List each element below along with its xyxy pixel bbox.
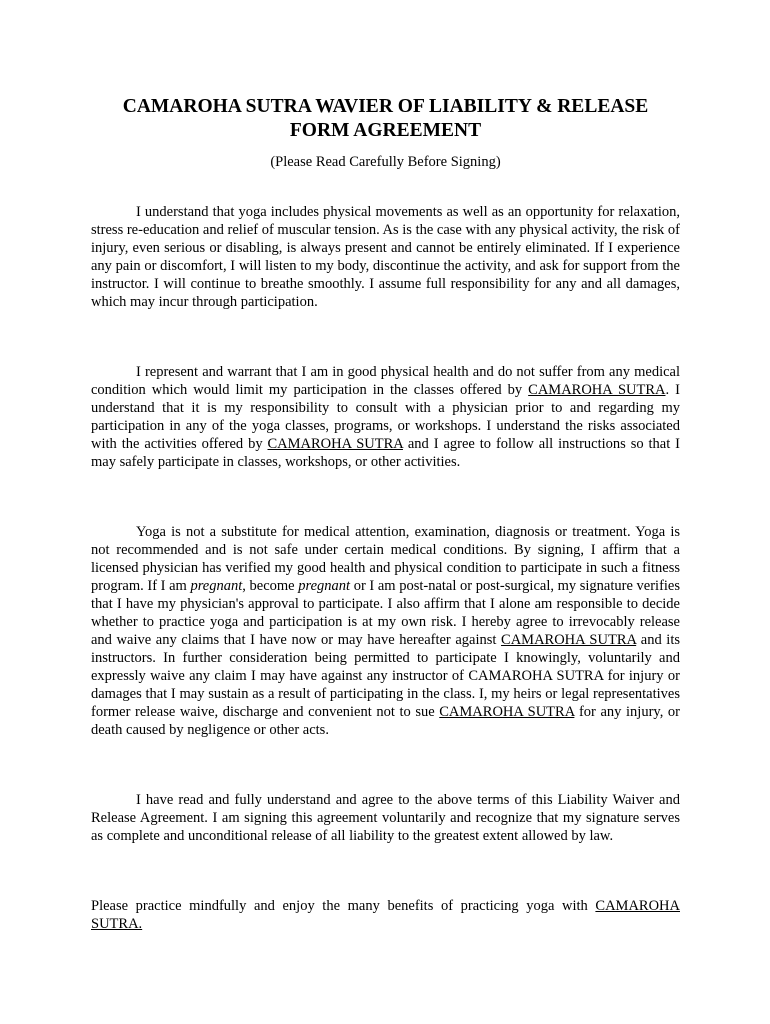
- text-span: and its instructors. In further consideration being permitted to participate I knowingly, voluntarily and expressly waive any claim I may have against any instructor of CAMAROHA SUTRA for injury or damages that I may sustain as a result of participating in the class. I, my heirs or legal representatives former release waive, discharge and convenient not to sue: [91, 632, 681, 720]
- paragraph-medical-release: [91, 523, 680, 739]
- text-span: . I understand that it is my responsibility to consult with a physician prior to and regarding my participation in any of the yoga classes, programs, or workshops. I understand the risks associated with the activities offered by: [91, 382, 680, 452]
- emphasis-text: pregnant: [298, 578, 351, 594]
- document-page: [91, 95, 680, 933]
- text-span: , become: [242, 578, 299, 594]
- text-span: Please practice mindfully and enjoy the many benefits of practicing yoga with: [91, 898, 596, 914]
- text-span: and I agree to follow all instructions so that I may safely participate in classes, workshops, or other activities.: [91, 436, 680, 470]
- paragraph-closing: [91, 897, 680, 933]
- organization-name: CAMAROHA SUTRA.: [91, 898, 680, 932]
- paragraph-agreement: I have read and fully understand and agree to the above terms of this Liability Waiver and Release Agreement. I am signing this agreement voluntarily and recognize that my signature serves as complete and unconditional release of all liability to the greatest extent allowed by law.: [91, 792, 680, 844]
- organization-name: CAMAROHA SUTRA: [501, 632, 637, 648]
- paragraph-health-warranty: [91, 363, 680, 471]
- organization-name: CAMAROHA SUTRA: [439, 704, 575, 720]
- text-span: Yoga is not a substitute for medical attention, examination, diagnosis or treatment. Yoga is not recommended and is not safe under certain medical conditions. By signing, I affirm that a licensed physician has verified my good health and physical condition to participate in such a fitness program. If I am: [91, 524, 680, 594]
- text-span: or I am post-natal or post-surgical, my signature verifies that I have my physician's approval to participate. I also affirm that I alone am responsible to decide whether to practice yoga and participation is at my own risk. I hereby agree to irrevocably release and waive any claims that I have now or may have hereafter against: [91, 578, 681, 648]
- organization-name: CAMAROHA SUTRA: [267, 436, 403, 452]
- document-subtitle: (Please Read Carefully Before Signing): [270, 154, 501, 170]
- paragraph-risk-acknowledgement: I understand that yoga includes physical movements as well as an opportunity for relaxation, stress re-education and relief of muscular tension. As is the case with any physical activity, the risk of injury, even serious or disabling, is always present and cannot be entirely eliminated. If I experience any pain or discomfort, I will listen to my body, discontinue the activity, and ask for support from the instructor. I will continue to breathe smoothly. I assume full responsibility for any and all damages, which may incur through participation.: [91, 204, 680, 310]
- text-span: I represent and warrant that I am in good physical health and do not suffer from any medical condition which would limit my participation in the classes offered by: [91, 364, 680, 398]
- emphasis-text: pregnant: [190, 578, 243, 594]
- text-span: for any injury, or death caused by negligence or other acts.: [91, 704, 681, 738]
- document-title: CAMAROHA SUTRA WAVIER OF LIABILITY & RELEASE FORM AGREEMENT: [122, 96, 649, 141]
- organization-name: CAMAROHA SUTRA: [528, 382, 666, 398]
